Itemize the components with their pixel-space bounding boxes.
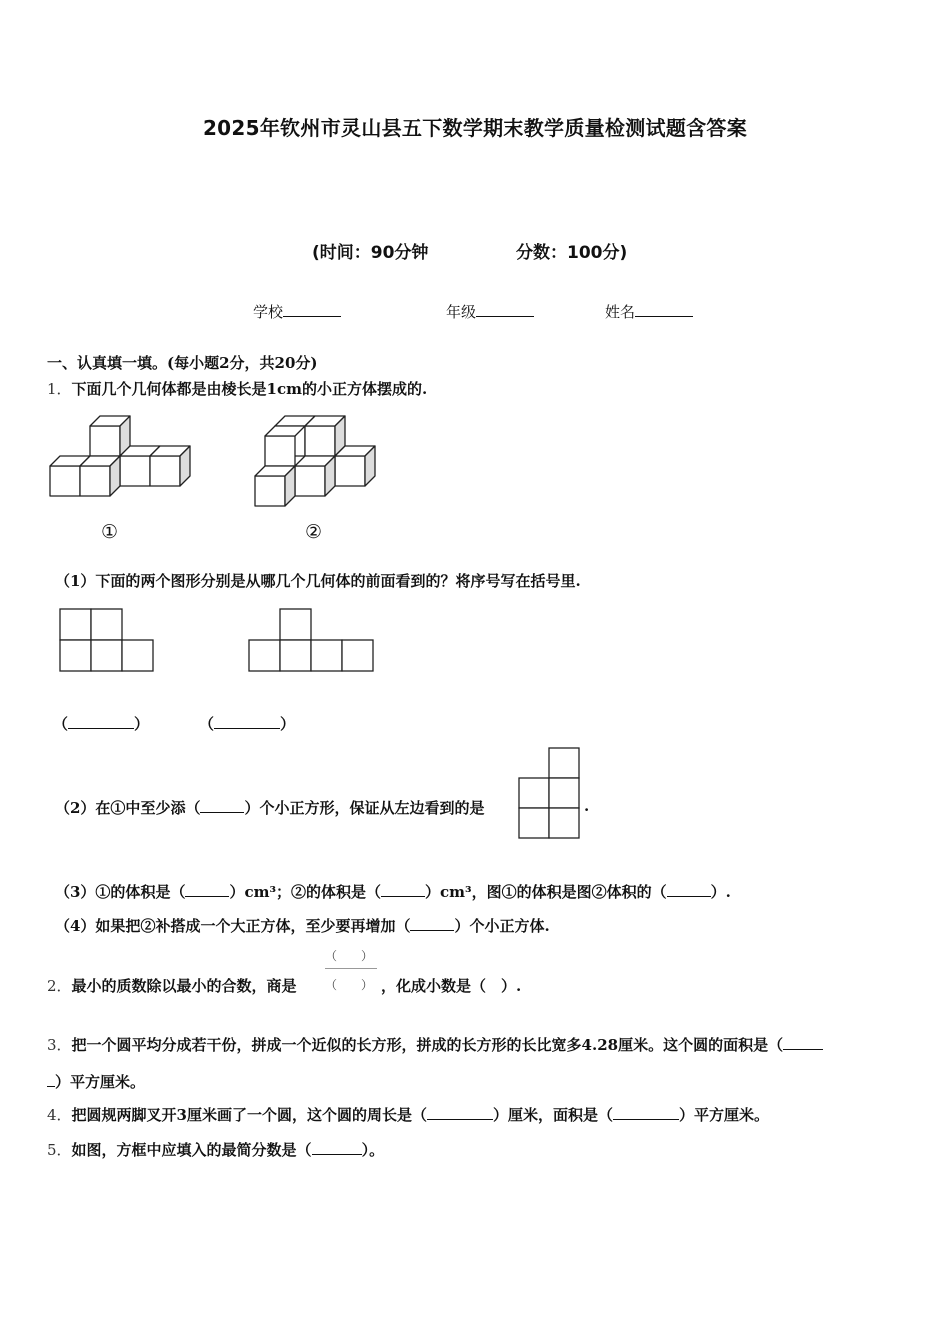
question-text-b: ）。 [361,1141,385,1159]
question-number: 4． [47,1106,72,1124]
question-5 [47,1139,384,1160]
grade-label: 年级 [446,303,477,321]
section-heading: 一、认真填一填。(每小题2分，共20分) [47,354,318,372]
q1-part4-text-b: ）个小正方体. [454,917,550,935]
paren-close: ） [134,715,150,733]
q1-part4 [55,915,550,936]
solid-figure-2 [253,414,378,509]
blank[interactable] [783,1035,823,1050]
front-view-a [59,608,155,674]
question-text-b: ）厘米，面积是（ [493,1106,614,1124]
blank[interactable] [613,1105,679,1120]
question-number: 3． [47,1036,72,1054]
exam-score: 分数：100分) [516,243,628,263]
question-number: 2． [47,977,72,995]
q1-part3-text-b: ）cm³；②的体积是（ [229,883,382,901]
question-number: 1． [47,380,72,398]
school-blank[interactable] [283,302,341,317]
blank[interactable] [427,1105,493,1120]
grade-blank[interactable] [476,302,534,317]
question-number: 5． [47,1141,72,1159]
school-label: 学校 [253,303,284,321]
blank[interactable] [410,916,454,931]
blank[interactable] [381,882,425,897]
q1-part2-text-b: ）个小正方形，保证从左边看到的是 [244,799,485,817]
answer-blank-a[interactable] [53,713,149,734]
question-text-a: 如图，方框中应填入的最简分数是（ [71,1141,312,1159]
question-1 [47,378,427,399]
q1-part2-period: . [584,797,590,815]
front-view-b [248,608,374,674]
q1-part2-text-a: （2）在①中至少添（ [55,799,201,817]
name-blank[interactable] [635,302,693,317]
paren-close: ） [280,715,296,733]
question-text: 下面几个几何体都是由棱长是1cm的小正方体摆成的. [71,380,428,398]
left-view-figure [518,747,582,843]
fraction-bar [325,968,377,969]
answer-blank-b[interactable] [199,713,295,734]
question-3-continued [47,1071,145,1092]
question-3 [47,1034,823,1055]
question-text-c: ）平方厘米。 [679,1106,770,1124]
question-text-b: ）平方厘米。 [55,1073,146,1091]
name-field[interactable] [605,301,693,322]
question-2-text-b: ，化成小数是（ ）. [381,977,522,995]
figure-2-label: ② [305,521,323,543]
q1-part2 [55,797,484,818]
question-4 [47,1104,769,1125]
paren-open: （ [199,715,215,733]
q1-part3-text-c: ）cm³，图①的体积是图②体积的（ [425,883,667,901]
blank[interactable] [200,798,244,813]
q1-part3 [55,881,731,902]
q1-part4-text-a: （4）如果把②补搭成一个大正方体，至少要再增加（ [55,917,411,935]
blank[interactable] [185,882,229,897]
blank[interactable] [68,714,134,729]
question-text-a: 最小的质数除以最小的合数，商是 [71,977,297,995]
question-2 [47,975,297,996]
blank[interactable] [214,714,280,729]
paren-open: （ [53,715,69,733]
figure-1-label: ① [101,521,119,543]
q1-part1-text: （1）下面的两个图形分别是从哪几个几何体的前面看到的？将序号写在括号里. [55,572,581,590]
blank[interactable] [47,1072,55,1087]
blank[interactable] [667,882,711,897]
name-label: 姓名 [605,303,636,321]
page-title: 2025年钦州市灵山县五下数学期末教学质量检测试题含答案 [202,116,748,140]
exam-time: (时间：90分钟 [312,243,429,263]
grade-field[interactable] [446,301,534,322]
question-text-a: 把一个圆平均分成若干份，拼成一个近似的长方形，拼成的长方形的长比宽多4.28厘米。这个圆的面积是（ [71,1036,784,1054]
q1-part3-text-d: ）. [710,883,731,901]
fraction-numerator[interactable]: （ ） [325,949,374,963]
q1-part3-text-a: （3）①的体积是（ [55,883,186,901]
question-text-a: 把圆规两脚叉开3厘米画了一个圆，这个圆的周长是（ [71,1106,427,1124]
school-field[interactable] [253,301,341,322]
fraction-denominator[interactable]: （ ） [325,978,374,992]
blank[interactable] [312,1140,362,1155]
solid-figure-1 [48,414,193,504]
